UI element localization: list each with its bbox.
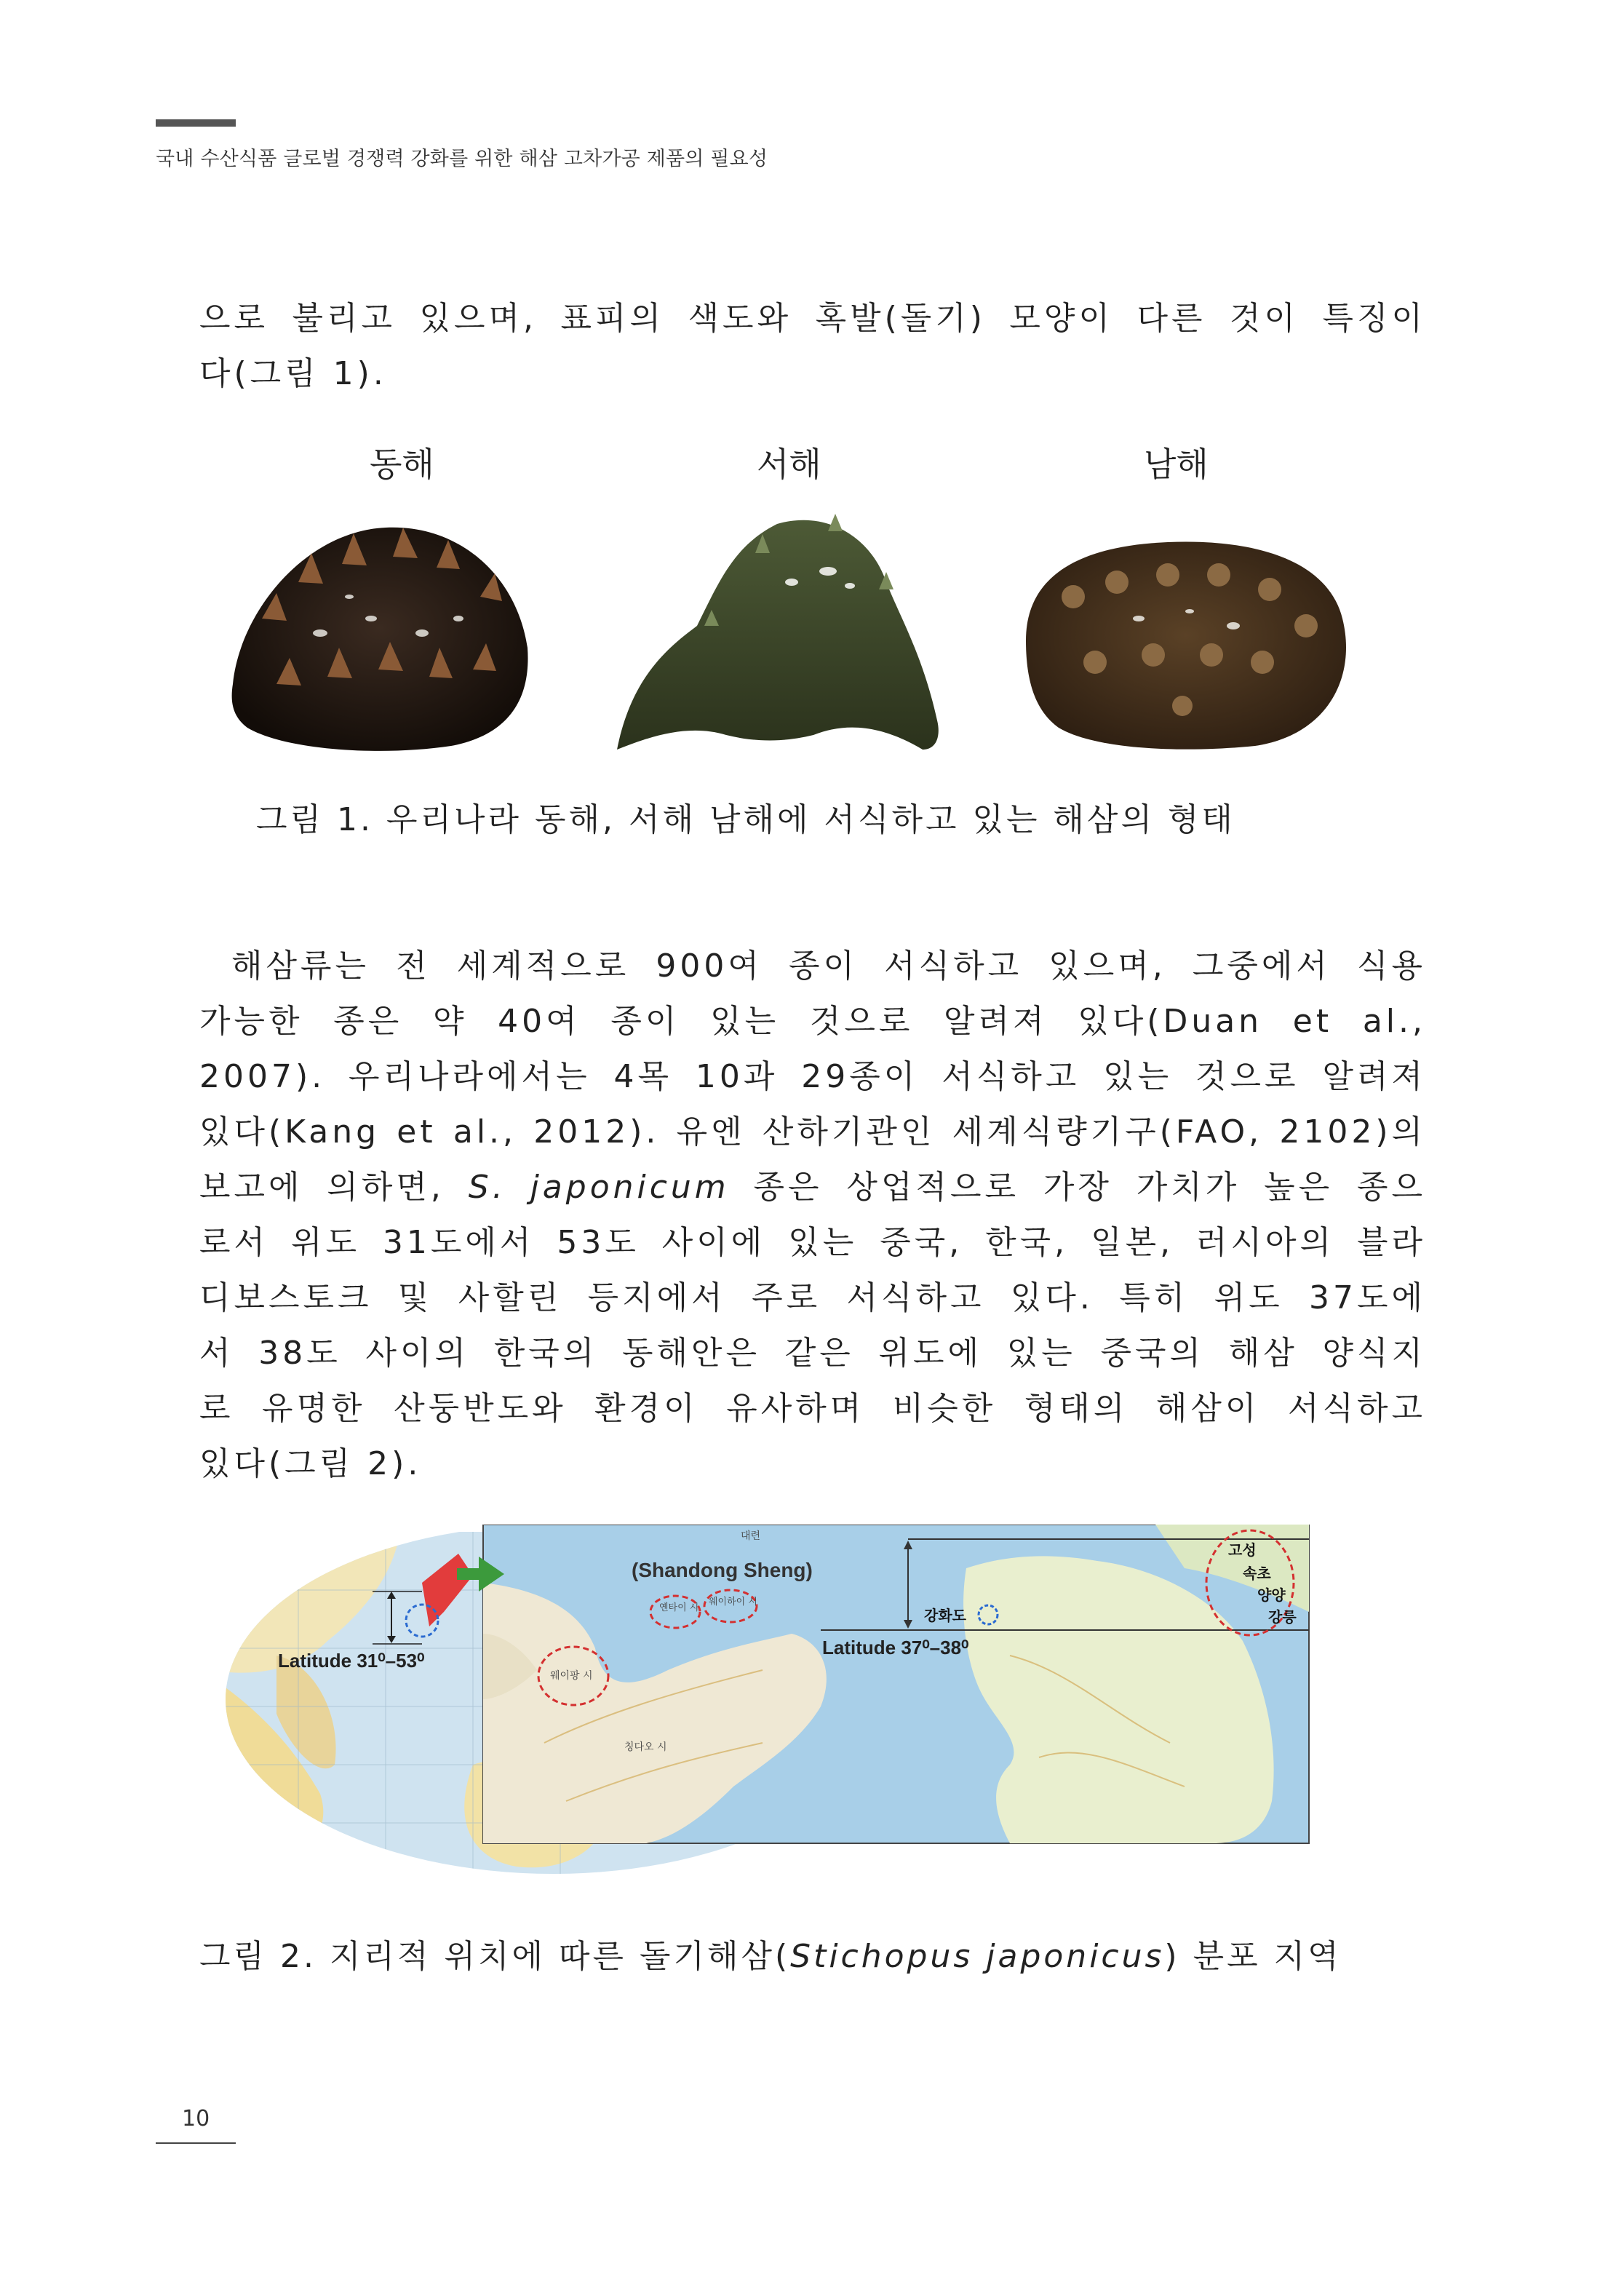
- running-title: 국내 수산식품 글로벌 경쟁력 강화를 위한 해삼 고차가공 제품의 필요성: [156, 148, 768, 170]
- caption-text: ) 분포 지역: [1164, 1938, 1342, 1975]
- label-east-sea: 동해: [370, 445, 434, 484]
- place-label: 강화도: [924, 1607, 966, 1624]
- place-label: 양양: [1257, 1586, 1286, 1604]
- caption-species: Stichopus japonicus: [790, 1938, 1165, 1975]
- intro-line: 다(그림 1).: [199, 355, 387, 392]
- body-line: 디보스토크 및 사할린 등지에서 주로 서식하고 있다. 특히 위도 37도에: [199, 1279, 1426, 1316]
- latitude-local-label: Latitude 37⁰–38⁰: [822, 1637, 969, 1658]
- body-text: 보고에 의하면,: [199, 1169, 469, 1206]
- body-line: 2007). 우리나라에서는 4목 10과 29종이 서식하고 있는 것으로 알려져: [199, 1058, 1426, 1095]
- figure1-caption: 그림 1. 우리나라 동해, 서해 남해에 서식하고 있는 해삼의 형태: [256, 801, 1235, 838]
- regional-inset-map: [246, 1532, 445, 1533]
- sea-cucumber-west-photo: [610, 502, 952, 757]
- figure2-caption: [199, 1930, 1342, 1976]
- body-line: 가능한 종은 약 40여 종이 있는 것으로 알려져 있다(Duan et al.,: [199, 1003, 1426, 1040]
- body-line: 서 38도 사이의 한국의 동해안은 같은 위도에 있는 중국의 해삼 양식지: [199, 1335, 1426, 1372]
- body-line: 로서 위도 31도에서 53도 사이에 있는 중국, 한국, 일본, 러시아의 블라: [199, 1224, 1426, 1261]
- place-label: 대련: [741, 1530, 761, 1542]
- species-name: S. japonicum: [468, 1169, 730, 1206]
- intro-line: 으로 불리고 있으며, 표피의 색도와 혹발(돌기) 모양이 다른 것이 특징이: [199, 300, 1426, 337]
- body-line: 해삼류는 전 세계적으로 900여 종이 서식하고 있으며, 그중에서 식용: [231, 947, 1426, 985]
- body-line: 로 유명한 산둥반도와 환경이 유사하며 비슷한 형태의 해삼이 서식하고: [199, 1390, 1426, 1427]
- body-text: 종은 상업적으로 가장 가치가 높은 종으: [729, 1169, 1427, 1206]
- sea-cucumber-east-photo: [218, 495, 538, 764]
- label-west-sea: 서해: [757, 445, 821, 484]
- body-line: 있다(그림 2).: [199, 1445, 422, 1482]
- place-label: 고성: [1228, 1541, 1257, 1559]
- place-label: 웨이팡 시: [550, 1670, 593, 1682]
- place-label: 칭다오 시: [624, 1741, 667, 1753]
- intro-paragraph: [199, 291, 1426, 402]
- label-south-sea: 남해: [1144, 445, 1209, 484]
- body-line: 있다(Kang et al., 2012). 유엔 산하기관인 세계식량기구(FAO, 2102)의: [199, 1113, 1426, 1151]
- body-paragraph: [199, 939, 1426, 1492]
- body-line-italic: [199, 1160, 1426, 1215]
- place-label: 옌타이 시: [659, 1602, 699, 1613]
- caption-text: 그림 2. 지리적 위치에 따른 돌기해삼(: [199, 1938, 791, 1975]
- place-label: 강릉: [1268, 1608, 1297, 1626]
- page-number: 10: [182, 2106, 210, 2131]
- place-label: 웨이하이 시: [709, 1597, 757, 1608]
- sea-cucumber-south-photo: [1015, 531, 1357, 757]
- inset-map: [457, 1525, 1315, 1845]
- latitude-world-label: Latitude 31⁰–53⁰: [278, 1650, 425, 1672]
- place-label: 속초: [1243, 1565, 1271, 1582]
- shandong-label: (Shandong Sheng): [632, 1559, 813, 1581]
- header-rule: [156, 119, 236, 127]
- footer-rule: [156, 2142, 236, 2144]
